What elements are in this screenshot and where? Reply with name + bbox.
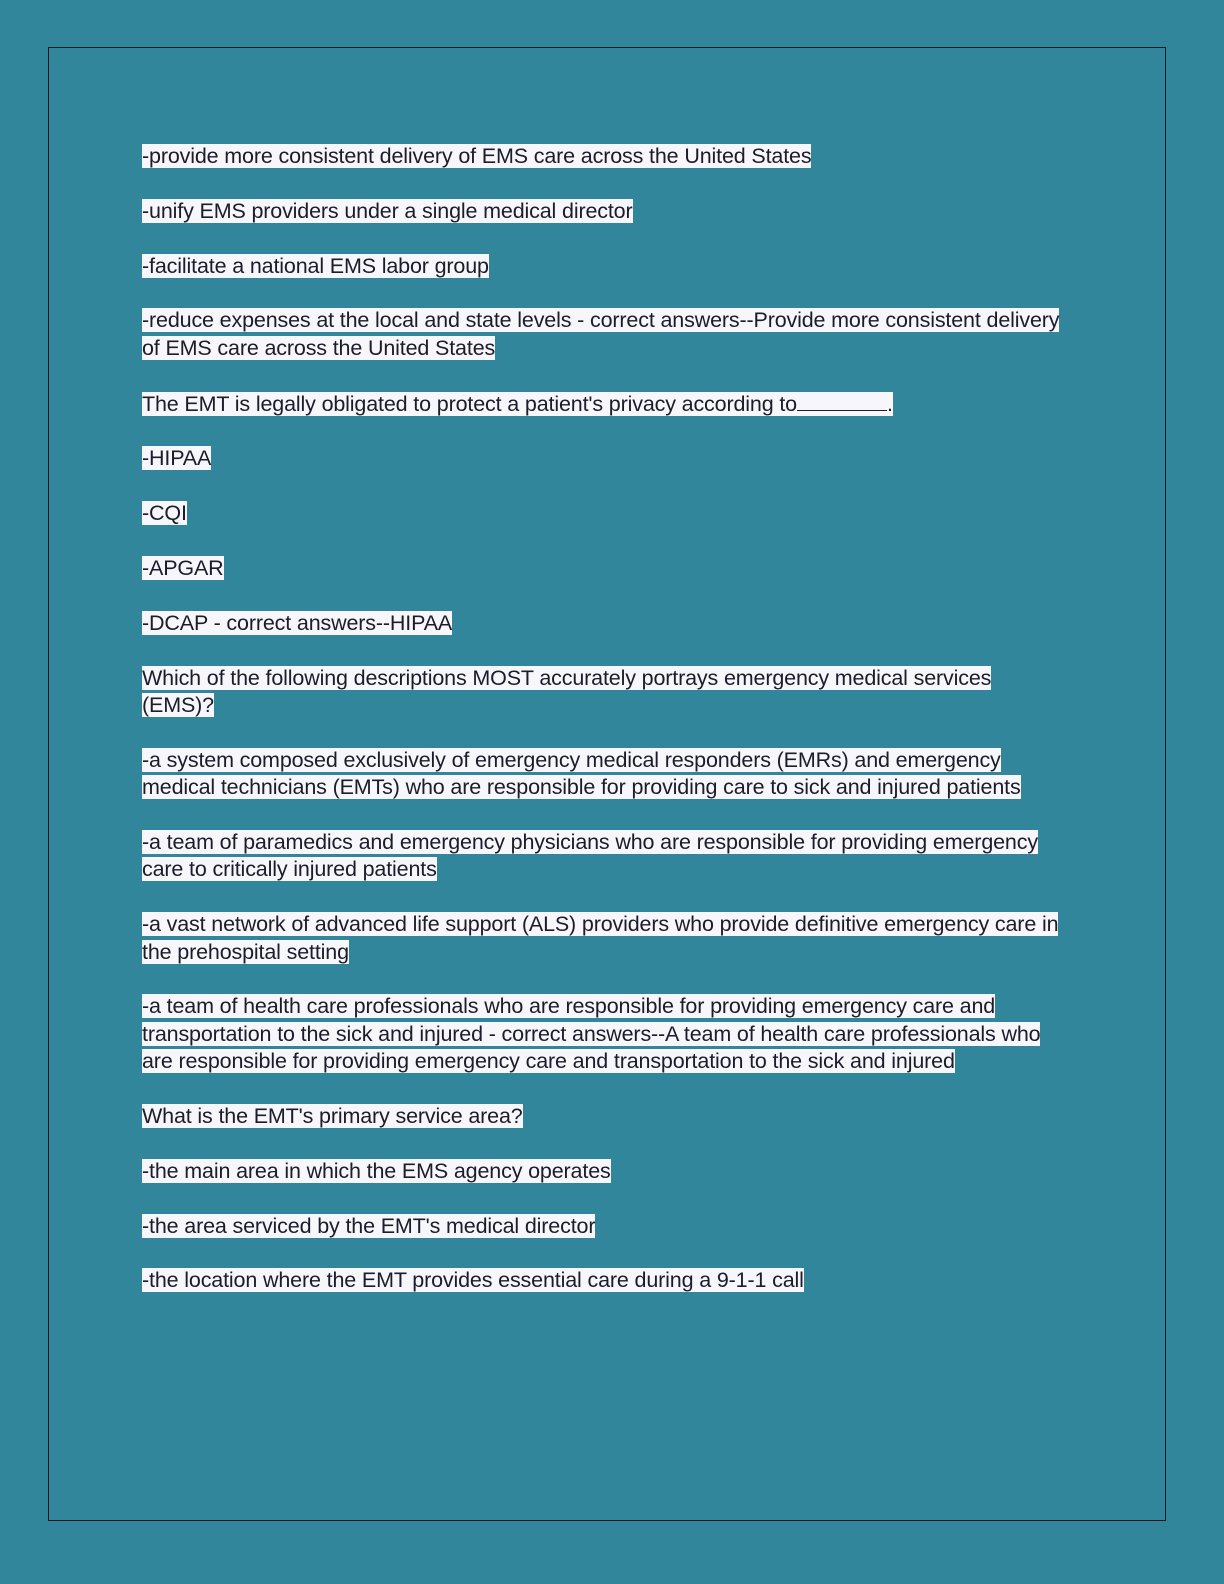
answer-option-with-key bbox=[142, 610, 1062, 637]
answer-option bbox=[142, 500, 1062, 527]
answer-option bbox=[142, 143, 1062, 170]
answer-option bbox=[142, 445, 1062, 472]
blank-suffix: . bbox=[886, 391, 893, 416]
answer-option bbox=[142, 911, 1062, 966]
paragraph-text: What is the EMT's primary service area? bbox=[142, 1104, 523, 1128]
paragraph-text: The EMT is legally obligated to protect a patient's privacy according to bbox=[142, 391, 797, 416]
paragraph-text: -provide more consistent delivery of EMS care across the United States bbox=[142, 144, 812, 168]
fill-in-blank bbox=[797, 390, 887, 411]
paragraph-text: -unify EMS providers under a single medical director bbox=[142, 198, 633, 223]
paragraph-text: -a team of health care professionals who are responsible for providing emergency care and transportation to the sick and injured - correct answers--A team of health care professionals who are responsible for providing emergency care and transportation to the sick and injured bbox=[142, 994, 1041, 1074]
paragraph-text: -a system composed exclusively of emergency medical responders (EMRs) and emergency medical technicians (EMTs) who are responsible for providing care to sick and injured patients bbox=[142, 747, 1021, 800]
answer-option-with-key bbox=[142, 307, 1062, 362]
question-text bbox=[142, 390, 1062, 418]
answer-option bbox=[142, 253, 1062, 280]
paragraph-text: -APGAR bbox=[142, 555, 224, 580]
question-text bbox=[142, 1103, 1062, 1130]
answer-option bbox=[142, 555, 1062, 582]
answer-option bbox=[142, 1267, 1062, 1294]
answer-option bbox=[142, 747, 1062, 802]
document-body bbox=[142, 143, 1062, 1322]
paragraph-text: -a vast network of advanced life support (ALS) providers who provide definitive emergency care in the prehospital setting bbox=[142, 912, 1059, 964]
paragraph-text: -the main area in which the EMS agency operates bbox=[142, 1158, 611, 1183]
paragraph-text: -CQI bbox=[142, 501, 187, 526]
paragraph-text: -a team of paramedics and emergency physicians who are responsible for providing emergency care to critically injured patients bbox=[142, 829, 1038, 882]
paragraph-text: -HIPAA bbox=[142, 446, 212, 471]
answer-option bbox=[142, 829, 1062, 884]
question-text bbox=[142, 665, 1062, 720]
answer-option-with-key bbox=[142, 993, 1062, 1075]
paragraph-text: -the area serviced by the EMT's medical director bbox=[142, 1213, 596, 1238]
paragraph-text: -the location where the EMT provides essential care during a 9-1-1 call bbox=[142, 1268, 804, 1293]
paragraph-text: Which of the following descriptions MOST accurately portrays emergency medical services (EMS)? bbox=[142, 665, 992, 717]
answer-option bbox=[142, 1158, 1062, 1185]
paragraph-text: -facilitate a national EMS labor group bbox=[142, 253, 489, 278]
answer-option bbox=[142, 1213, 1062, 1240]
answer-option bbox=[142, 198, 1062, 225]
paragraph-text: -DCAP - correct answers--HIPAA bbox=[142, 610, 453, 635]
paragraph-text: -reduce expenses at the local and state levels - correct answers--Provide more consistent delivery of EMS care across the United States bbox=[142, 308, 1060, 360]
